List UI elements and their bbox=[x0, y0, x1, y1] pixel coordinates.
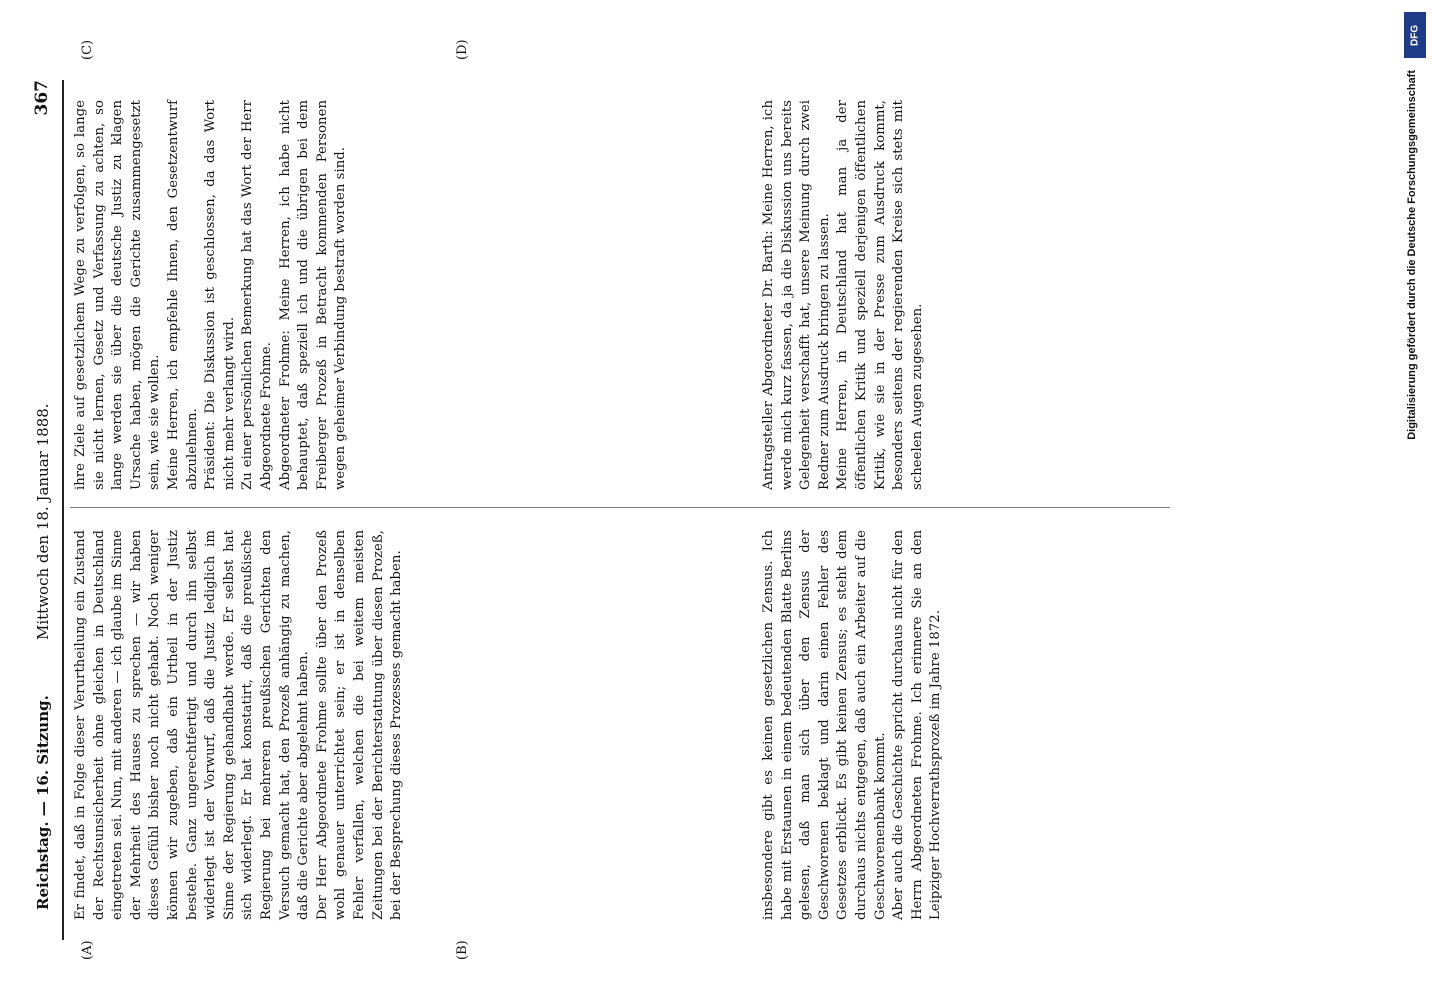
page-number: 367 bbox=[32, 80, 52, 116]
column-left-upper: Er findet, daß in Folge dieser Verurtheilung ein Zustand der Rechtsunsicherheit ohne gleichen in Deutschland eingetreten sei. Nun, mit anderen — ich glaube im Sinne der Mehrheit des Hauses zu sprechen — wir haben dieses Gefühl bisher noch nicht gehabt. Noch weniger können wir zugeben, daß ein Urtheil in der Justiz bestehe. Ganz ungerechtfertigt und durch ihn selbst widerlegt ist der Vorwurf, daß die Justiz lediglich im Sinne der Regierung gehandhabt werde. Er selbst hat sich widerlegt. Er hat konstatirt, daß die preußische Regierung bei mehreren preußischen Gerichten den Versuch gemacht hat, den Prozeß anhängig zu machen, daß die Gerichte aber abgelehnt haben. Der Herr Abgeordnete Frohme sollte über den Prozeß wohl genauer unterrichtet sein; er ist in denselben Fehler verfallen, welchen die bei weitem meisten Zeitungen bei der Berichterstattung über diesen Prozeß, bei der Besprechung dieses Prozesses gemacht haben. bbox=[73, 530, 405, 920]
column-right-lower: Antragsteller Abgeordneter Dr. Barth: Meine Herren, ich werde mich kurz fassen, da ja die Diskussion uns bereits Gelegenheit verschafft hat, unsere Meinung durch zwei Redner zum Ausdruck bringen zu lassen. Meine Herren, in Deutschland hat man ja der öffentlichen Kritik und speziell derjenigen öffentlichen Kritik, wie sie in der Presse zum Ausdruck kommt, besonders seitens der regierenden Kreise sich stets mit scheelen Augen zugesehen. bbox=[761, 100, 925, 490]
margin-letter-b: (B) bbox=[455, 940, 470, 960]
margin-letter-a: (A) bbox=[80, 940, 95, 960]
page-header bbox=[22, 80, 64, 940]
column-right-upper: ihre Ziele auf gesetzlichem Wege zu verfolgen, so lange sie nicht lernen, Gesetz und Verfassung zu achten, so lange werden sie über die deutsche Justiz zu klagen Ursache haben, mögen die Gerichte zusammengesetzt sein, wie sie wollen. Meine Herren, ich empfehle Ihnen, den Gesetzentwurf abzulehnen. Präsident: Die Diskussion ist geschlossen, da das Wort nicht mehr verlangt wird. Zu einer persönlichen Bemerkung hat das Wort der Herr Abgeordnete Frohme. Abgeordneter Frohme: Meine Herren, ich habe nicht behauptet, daß speziell ich und die übrigen bei dem Freiberger Prozeß in Betracht kommenden Personen wegen geheimer Verbindung bestraft worden sind. bbox=[73, 100, 349, 490]
margin-letter-c: (C) bbox=[80, 39, 95, 60]
funding-credit: Digitalisierung gefördert durch die Deutsche Forschungsgemeinschaft bbox=[1406, 70, 1418, 440]
page-date: Mittwoch den 18. Januar 1888. bbox=[34, 403, 52, 640]
funding-strip bbox=[1398, 0, 1432, 1000]
column-left-lower: insbesondere gibt es keinen gesetzlichen Zensus. Ich habe mit Erstaunen in einem bedeutenden Blatte Berlins gelesen, daß man sich über den Zensus der Geschworenen beklagt und darin einen Fehler des Gesetzes erblickt. Es gibt keinen Zensus; es steht dem durchaus nichts entgegen, daß auch ein Arbeiter auf die Geschworenenbank kommt. Aber auch die Geschichte spricht durchaus nicht für den Herrn Abgeordneten Frohme. Ich erinnere Sie an den Leipziger Hochverrathsprozeß im Jahre 1872. bbox=[761, 530, 944, 920]
column-divider bbox=[70, 507, 1170, 508]
margin-letter-d: (D) bbox=[455, 39, 470, 60]
dfg-logo: DFG bbox=[1404, 12, 1426, 58]
running-title: Reichstag. — 16. Sitzung. bbox=[34, 695, 52, 910]
